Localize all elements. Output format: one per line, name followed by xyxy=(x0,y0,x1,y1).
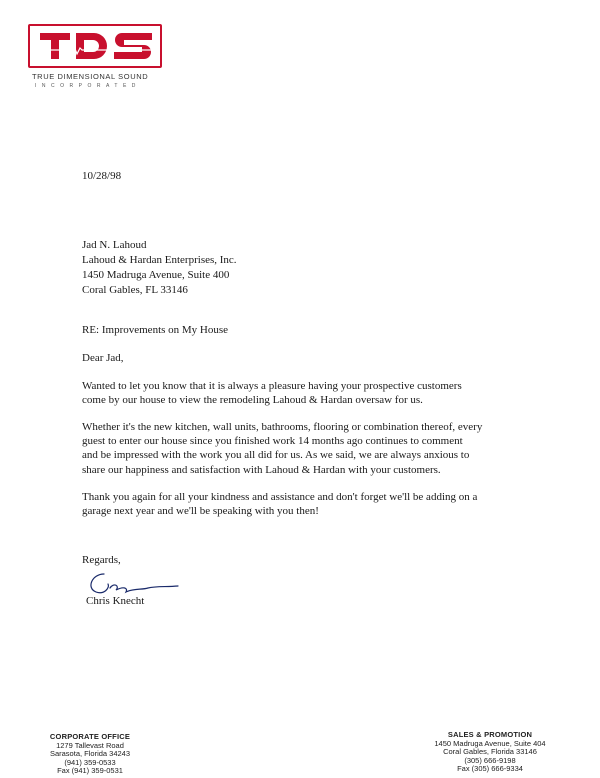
recipient-company: Lahoud & Hardan Enterprises, Inc. xyxy=(82,254,237,266)
recipient-city: Coral Gables, FL 33146 xyxy=(82,284,188,296)
recipient-address xyxy=(82,238,237,298)
logo-subline: INCORPORATED xyxy=(35,83,141,89)
body-paragraph-1 xyxy=(82,379,532,407)
paragraph-line: Whether it's the new kitchen, wall units, bathrooms, flooring or combination thereof, every xyxy=(82,421,483,433)
letter-date: 10/28/98 xyxy=(82,170,122,182)
paragraph-line: guest to enter our house since you finished work 14 months ago continues to comment xyxy=(82,435,463,448)
paragraph-line: Thank you again for all your kindness and assistance and don't forget we'll be adding on a xyxy=(82,491,478,503)
footer-line: Coral Gables, Florida 33146 xyxy=(443,747,537,757)
subject-line: RE: Improvements on My House xyxy=(82,324,229,336)
footer-line: (941) 359-0533 xyxy=(64,757,116,767)
paragraph-line: come by our house to view the remodeling Lahoud & Hardan oversaw for us. xyxy=(82,394,423,407)
tds-logo-graphic xyxy=(30,26,160,66)
salutation: Dear Jad, xyxy=(82,352,124,364)
signer-name: Chris Knecht xyxy=(86,595,145,607)
body-paragraph-2 xyxy=(82,420,532,477)
closing: Regards, xyxy=(82,554,121,566)
recipient-name: Jad N. Lahoud xyxy=(82,239,147,251)
footer-line: 1450 Madruga Avenue, Suite 404 xyxy=(434,738,546,748)
recipient-street: 1450 Madruga Avenue, Suite 400 xyxy=(82,269,230,281)
paragraph-line: share our happiness and satisfaction with Lahoud & Hardan with your customers. xyxy=(82,463,441,476)
logo-frame xyxy=(28,24,162,68)
company-logo xyxy=(28,24,168,68)
footer-corporate-office xyxy=(30,733,150,776)
footer-line: Fax (305) 666-9334 xyxy=(457,764,523,774)
footer-title: SALES & PROMOTION xyxy=(447,730,533,739)
footer-line: Fax (941) 359-0531 xyxy=(57,766,123,776)
footer-sales-promotion xyxy=(420,731,560,774)
footer-line: Sarasota, Florida 34243 xyxy=(49,749,131,759)
footer-title: CORPORATE OFFICE xyxy=(49,732,131,741)
footer-line: 1279 Tallevast Road xyxy=(56,740,124,750)
paragraph-line: and be impressed with the work you all did for us. As we said, we are always anxious to xyxy=(82,449,470,462)
paragraph-line: Wanted to let you know that it is always a pleasure having your prospective customers xyxy=(82,380,462,392)
paragraph-line: garage next year and we'll be speaking with you then! xyxy=(82,505,319,518)
logo-tagline: TRUE DIMENSIONAL SOUND xyxy=(32,72,149,81)
body-paragraph-3 xyxy=(82,490,532,518)
footer-line: (305) 666-9198 xyxy=(464,755,516,765)
